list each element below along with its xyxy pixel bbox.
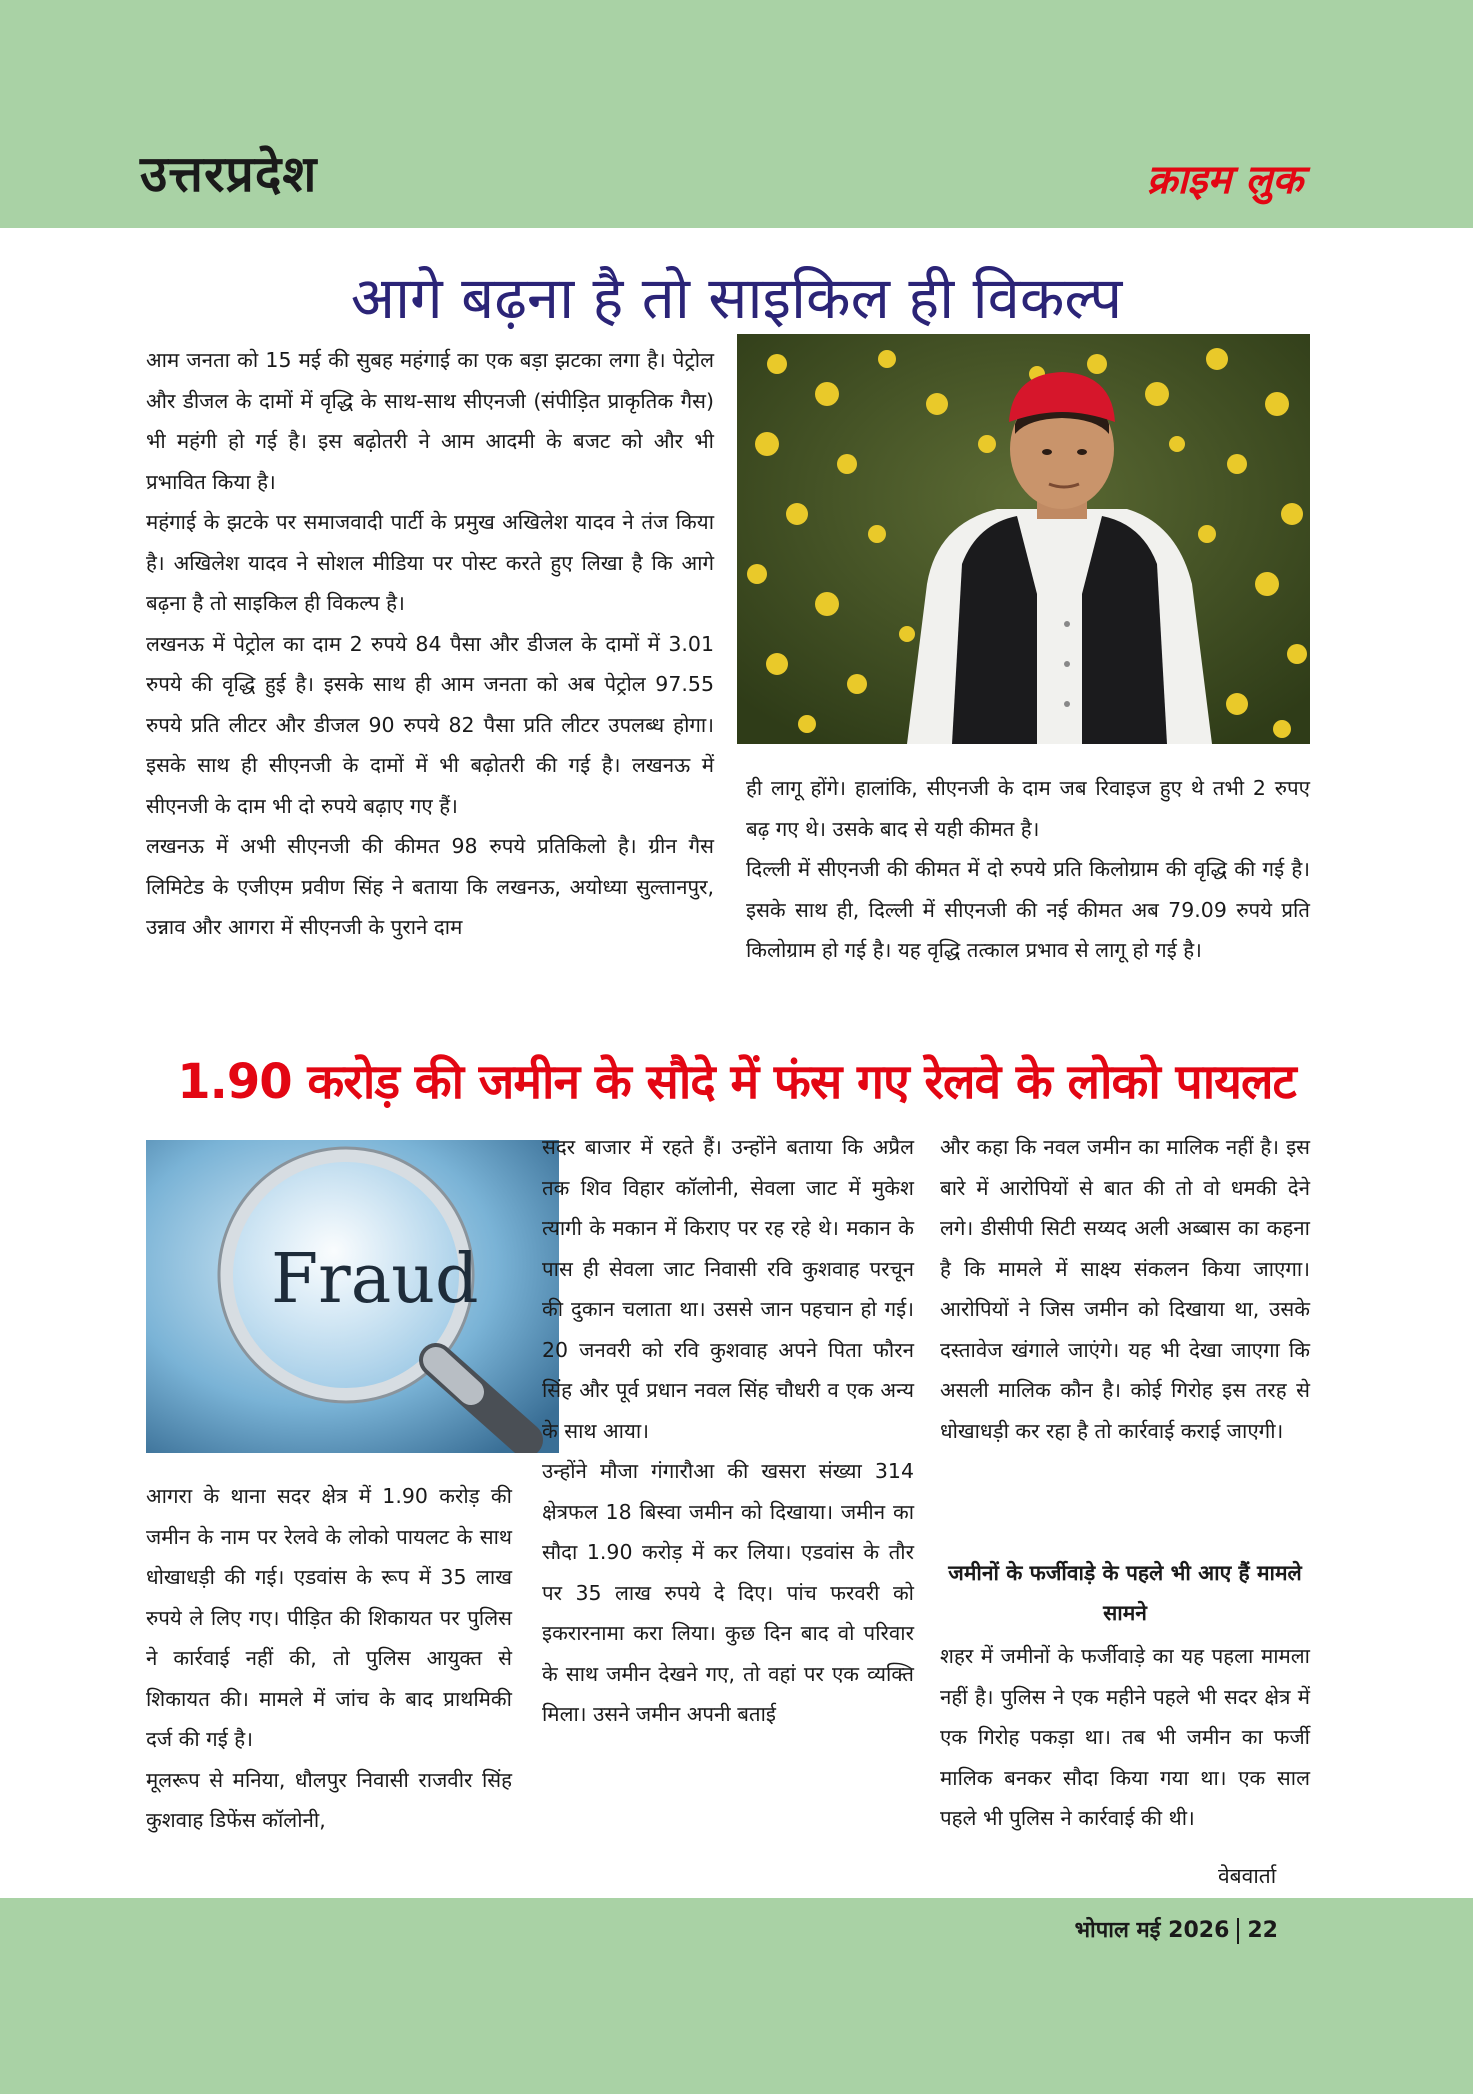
article2-column-3b <box>940 1636 1310 1839</box>
fraud-magnifier-image <box>146 1140 559 1453</box>
headline-loco-pilot: 1.90 करोड़ की जमीन के सौदे में फंस गए रेलवे के लोको पायलट <box>177 1054 1296 1110</box>
edition-label: भोपाल मई 2026 <box>1074 1918 1230 1943</box>
akhilesh-yadav-photo <box>737 334 1310 744</box>
paragraph: आम जनता को 15 मई की सुबह महंगाई का एक बड़ा झटका लगा है। पेट्रोल और डीजल के दामों में वृद्धि के साथ-साथ सीएनजी (संपीड़ित प्राकृतिक गैस) भी महंगी हो गई है। इस बढ़ोतरी ने आम आदमी के बजट को और भी प्रभावित किया है। <box>146 348 714 494</box>
news-credit: वेबवार्ता <box>1218 1864 1277 1888</box>
headline-cycle: आगे बढ़ना है तो साइकिल ही विकल्प <box>350 264 1123 332</box>
paragraph: लखनऊ में अभी सीएनजी की कीमत 98 रुपये प्रतिकिलो है। ग्रीन गैस लिमिटेड के एजीएम प्रवीण सिंह ने बताया कि लखनऊ, अयोध्या सुल्तानपुर, उन्नाव और आगरा में सीएनजी के पुराने दाम <box>146 834 714 939</box>
paragraph: आगरा के थाना सदर क्षेत्र में 1.90 करोड़ की जमीन के नाम पर रेलवे के लोको पायलट के साथ धोखाधड़ी की गई। एडवांस के रूप में 35 लाख रुपये ले लिए गए। पीड़ित की शिकायत पर पुलिस ने कार्रवाई नहीं की, तो पुलिस आयुक्त से शिकायत की। मामले में जांच के बाद प्राथमिकी दर्ज की गई है। <box>146 1484 512 1751</box>
article2-column-2 <box>542 1127 914 1735</box>
paragraph: और कहा कि नवल जमीन का मालिक नहीं है। इस बारे में आरोपियों से बात की तो वो धमकी देने लगे। डीसीपी सिटी सय्यद अली अब्बास का कहना है कि मामले में साक्ष्य संकलन किया जाएगा। आरोपियों ने जिस जमीन को दिखाया था, उसके दस्तावेज खंगाले जाएंगे। यह भी देखा जाएगा कि असली मालिक कौन है। कोई गिरोह इस तरह से धोखाधड़ी कर रहा है तो कार्रवाई कराई जाएगी। <box>940 1135 1310 1443</box>
article1-column-2 <box>746 768 1310 971</box>
paragraph: ही लागू होंगे। हालांकि, सीएनजी के दाम जब रिवाइज हुए थे तभी 2 रुपए बढ़ गए थे। उसके बाद से यही कीमत है। <box>746 776 1310 841</box>
article2-column-1 <box>146 1476 512 1841</box>
portrait-illustration <box>737 334 1310 744</box>
page-number: 22 <box>1247 1918 1278 1943</box>
paragraph: लखनऊ में पेट्रोल का दाम 2 रुपये 84 पैसा और डीजल के दामों में 3.01 रुपये की वृद्धि हुई है। इसके साथ ही आम जनता को अब पेट्रोल 97.55 रुपये प्रति लीटर और डीजल 90 रुपये 82 पैसा प्रति लीटर उपलब्ध होगा। इसके साथ ही सीएनजी के दामों में भी बढ़ोतरी की गई है। लखनऊ में सीएनजी के दाम भी दो रुपये बढ़ाए गए हैं। <box>146 631 714 818</box>
article2-column-3 <box>940 1127 1310 1451</box>
page-folio <box>1075 1914 1278 1944</box>
paragraph: सदर बाजार में रहते हैं। उन्होंने बताया कि अप्रैल तक शिव विहार कॉलोनी, सेवला जाट में मुकेश त्यागी के मकान में किराए पर रह रहे थे। मकान के पास ही सेवला जाट निवासी रवि कुशवाह परचून की दुकान चलाता था। उससे जान पहचान हो गई। 20 जनवरी को रवि कुशवाह अपने पिता फौरन सिंह और पूर्व प्रधान नवल सिंह चौधरी व एक अन्य के साथ आया। <box>542 1135 914 1443</box>
subheading-land-fraud: जमीनों के फर्जीवाड़े के पहले भी आए हैं मामले सामने <box>948 1561 1302 1625</box>
brand-logo: क्राइम लुक <box>1146 157 1303 203</box>
paragraph: उन्होंने मौजा गंगारौआ की खसरा संख्या 314 क्षेत्रफल 18 बिस्वा जमीन को दिखाया। जमीन का सौदा 1.90 करोड़ में कर लिया। एडवांस के तौर पर 35 लाख रुपये दे दिए। पांच फरवरी को इकरारनामा करा लिया। कुछ दिन बाद वो परिवार के साथ जमीन देखने गए, तो वहां पर एक व्यक्ति मिला। उसने जमीन अपनी बताई <box>542 1459 914 1726</box>
paragraph: शहर में जमीनों के फर्जीवाड़े का यह पहला मामला नहीं है। पुलिस ने एक महीने पहले भी सदर क्षेत्र में एक गिरोह पकड़ा था। तब भी जमीन का फर्जी मालिक बनकर सौदा किया गया था। एक साल पहले भी पुलिस ने कार्रवाई की थी। <box>940 1644 1310 1830</box>
fraud-illustration <box>146 1140 559 1453</box>
paragraph: मूलरूप से मनिया, धौलपुर निवासी राजवीर सिंह कुशवाह डिफेंस कॉलोनी, <box>146 1767 512 1832</box>
fraud-text: Fraud <box>271 1240 479 1319</box>
folio-divider <box>1237 1918 1239 1944</box>
paragraph: महंगाई के झटके पर समाजवादी पार्टी के प्रमुख अखिलेश यादव ने तंज किया है। अखिलेश यादव ने सोशल मीडिया पर पोस्ट करते हुए लिखा है कि आगे बढ़ना है तो साइकिल ही विकल्प है। <box>146 510 714 615</box>
section-title: उत्तरप्रदेश <box>140 144 318 203</box>
paragraph: दिल्ली में सीएनजी की कीमत में दो रुपये प्रति किलोग्राम की वृद्धि की गई है। इसके साथ ही, दिल्ली में सीएनजी की नई कीमत अब 79.09 रुपये प्रति किलोग्राम हो गई है। यह वृद्धि तत्काल प्रभाव से लागू हो गई है। <box>746 857 1310 962</box>
article1-column-1 <box>146 340 714 948</box>
